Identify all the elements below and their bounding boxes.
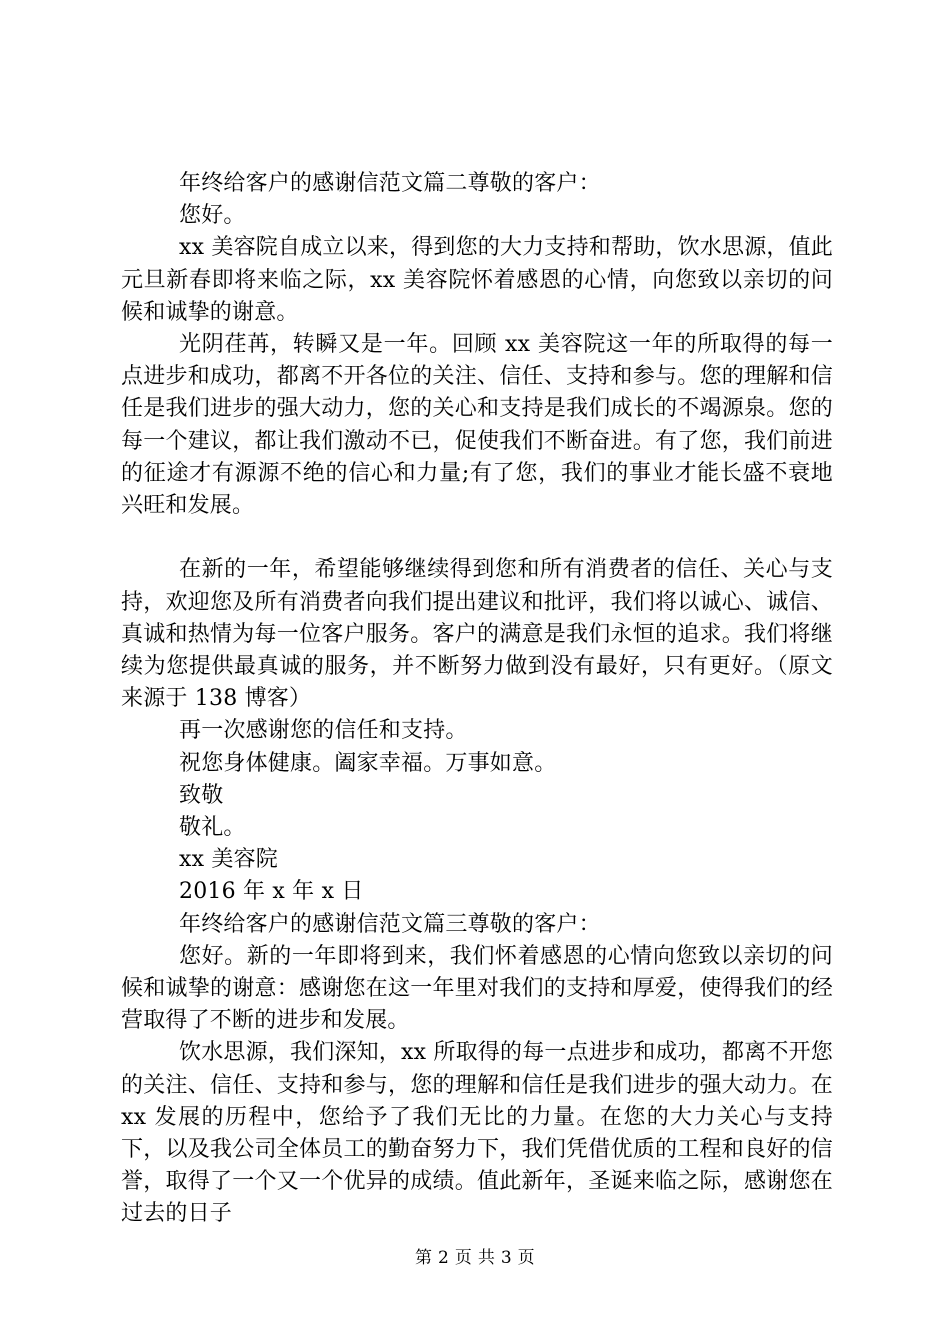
page-footer: 第 2 页 共 3 页 — [415, 1248, 535, 1268]
salutation: 致敬 — [179, 782, 224, 808]
signature: xx 美容院 — [179, 847, 279, 873]
heading-letter-two: 年终给客户的感谢信范文篇二尊敬的客户： — [179, 171, 601, 196]
salutation: 敬礼。 — [179, 815, 246, 841]
blank-line — [121, 522, 833, 554]
closing-line: 再一次感谢您的信任和支持。 — [179, 718, 468, 744]
greeting: 您好。 — [179, 203, 246, 229]
paragraph: 光阴荏苒，转瞬又是一年。回顾 xx 美容院这一年的所取得的每一点进步和成功，都离不开各位的关注、信任、支持和参与。您的理解和信任是我们进步的强大动力，您的关心和支持是我们成长的不竭源泉。您的每一个建议，都让我们激动不已，促使我们不断奋进。有了您，我们前进的征途才有源源不绝的信心和力量;有了您，我们的事业才能长盛不衰地兴旺和发展。 — [121, 332, 833, 519]
closing-line: 祝您身体健康。阖家幸福。万事如意。 — [179, 750, 557, 776]
paragraph: 饮水思源，我们深知，xx 所取得的每一点进步和成功，都离不开您的关注、信任、支持和参与，您的理解和信任是我们进步的强大动力。在 xx 发展的历程中，您给予了我们无比的力量。在您的大力关心与支持下，以及我公司全体员工的勤奋努力下，我们凭借优质的工程和良好的信誉，取得了一个又一个优异的成绩。值此新年，圣诞来临之际，感谢您在过去的日子 — [121, 1040, 834, 1227]
document-body — [121, 168, 833, 1231]
paragraph: 在新的一年，希望能够继续得到您和所有消费者的信任、关心与支持，欢迎您及所有消费者向我们提出建议和批评，我们将以诚心、诚信、真诚和热情为每一位客户服务。客户的满意是我们永恒的追求。我们将继续为您提供最真诚的服务，并不断努力做到没有最好，只有更好。（原文来源于 138 博客） — [121, 557, 833, 712]
date-line: 2016 年 x 年 x 日 — [179, 879, 364, 905]
paragraph: xx 美容院自成立以来，得到您的大力支持和帮助，饮水思源，值此元旦新春即将来临之际，xx 美容院怀着感恩的心情，向您致以亲切的问候和诚挚的谢意。 — [121, 235, 834, 325]
paragraph: 您好。新的一年即将到来，我们怀着感恩的心情向您致以亲切的问候和诚挚的谢意：感谢您在这一年里对我们的支持和厚爱，使得我们的经营取得了不断的进步和发展。 — [121, 943, 833, 1034]
heading-letter-three: 年终给客户的感谢信范文篇三尊敬的客户： — [179, 911, 601, 937]
